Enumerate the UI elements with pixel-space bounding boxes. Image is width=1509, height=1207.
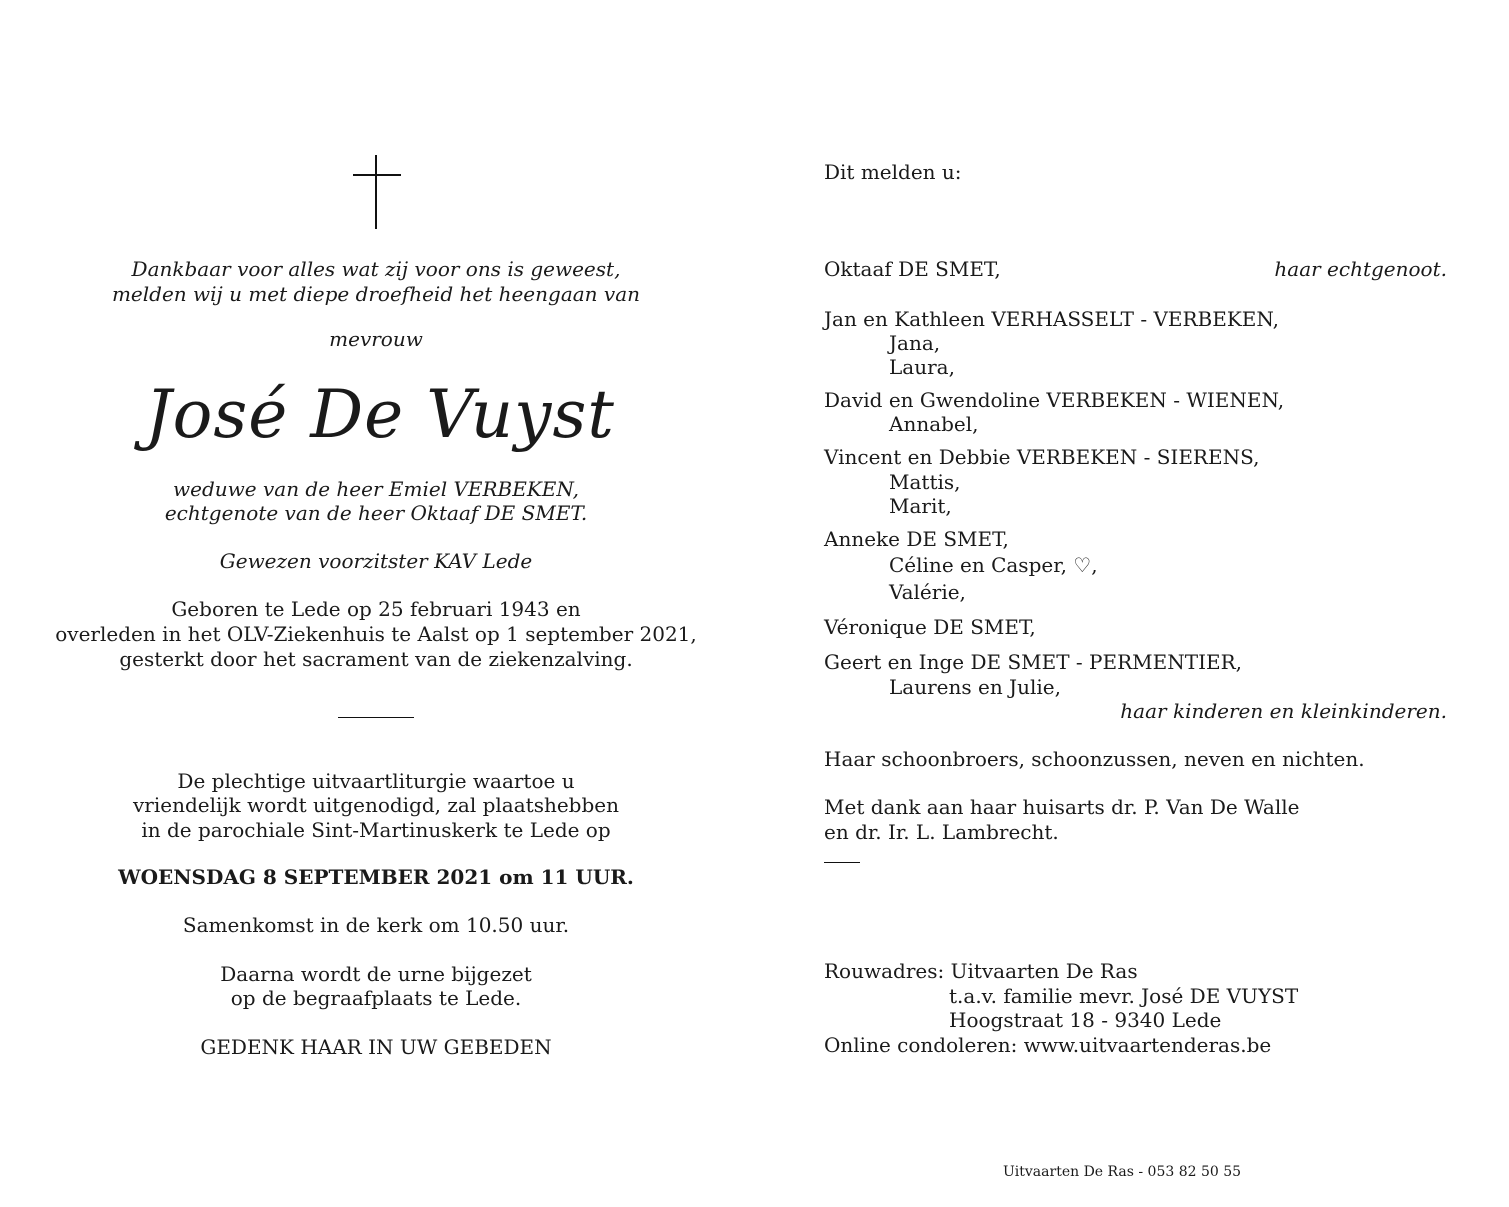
family-parents: Vincent en Debbie VERBEKEN - SIERENS,: [824, 445, 1260, 469]
cross-icon: [353, 155, 401, 229]
address-line-2: Hoogstraat 18 - 9340 Lede: [949, 1008, 1222, 1032]
deceased-name: José De Vuyst: [145, 376, 615, 453]
online-condolences: Online condoleren: www.uitvaartenderas.be: [824, 1033, 1272, 1057]
family-parents: Jan en Kathleen VERHASSELT - VERBEKEN,: [824, 307, 1279, 331]
footer-contact: Uitvaarten De Ras - 053 82 50 55: [1003, 1164, 1242, 1180]
urn-line-2: op de begraafplaats te Lede.: [230, 986, 522, 1010]
children-role: haar kinderen en kleinkinderen.: [1120, 699, 1447, 723]
birth-death-line-3: gesterkt door het sacrament van de ziekenzalving.: [119, 647, 633, 671]
family-child: Marit,: [889, 494, 952, 518]
family-child: Annabel,: [889, 412, 979, 436]
urn-line-1: Daarna wordt de urne bijgezet: [220, 962, 532, 986]
family-child: Laura,: [889, 355, 955, 379]
husband-name: Oktaaf DE SMET,: [824, 257, 1001, 281]
family-parents: David en Gwendoline VERBEKEN - WIENEN,: [824, 388, 1285, 412]
family-parents: Geert en Inge DE SMET - PERMENTIER,: [824, 650, 1242, 674]
family-child: Valérie,: [889, 580, 966, 604]
family-parents: Anneke DE SMET,: [824, 527, 1009, 551]
relatives-line: Haar schoonbroers, schoonzussen, neven en nichten.: [824, 747, 1365, 771]
invitation-line-2: vriendelijk wordt uitgenodigd, zal plaatshebben: [133, 793, 619, 817]
address-label: Rouwadres: Uitvaarten De Ras: [824, 959, 1138, 983]
right-divider: [824, 862, 860, 863]
intro-line-1: Dankbaar voor alles wat zij voor ons is geweest,: [131, 257, 621, 281]
family-child: Mattis,: [889, 470, 961, 494]
address-line-1: t.a.v. familie mevr. José DE VUYST: [949, 984, 1299, 1008]
thanks-line-2: en dr. Ir. L. Lambrecht.: [824, 820, 1059, 844]
thanks-line-1: Met dank aan haar huisarts dr. P. Van De Walle: [824, 795, 1300, 819]
announcement-header: Dit melden u:: [824, 160, 962, 184]
family-parents: Véronique DE SMET,: [824, 615, 1036, 639]
role-line: Gewezen voorzitster KAV Lede: [219, 549, 533, 573]
spouse-line-1: weduwe van de heer Emiel VERBEKEN,: [173, 477, 579, 501]
birth-death-line-1: Geboren te Lede op 25 februari 1943 en: [171, 597, 581, 621]
gathering-line: Samenkomst in de kerk om 10.50 uur.: [182, 913, 570, 937]
invitation-line-3: in de parochiale Sint-Martinuskerk te Lede op: [141, 818, 611, 842]
husband-role: haar echtgenoot.: [1274, 257, 1447, 281]
family-child: Laurens en Julie,: [889, 675, 1061, 699]
prayer-line: GEDENK HAAR IN UW GEBEDEN: [200, 1035, 552, 1059]
left-divider: [338, 717, 414, 718]
birth-death-line-2: overleden in het OLV-Ziekenhuis te Aalst op 1 september 2021,: [55, 622, 697, 646]
intro-line-2: melden wij u met diepe droefheid het heengaan van: [111, 282, 641, 306]
invitation-line-1: De plechtige uitvaartliturgie waartoe u: [177, 769, 575, 793]
title-word: mevrouw: [329, 327, 423, 351]
date-time: WOENSDAG 8 SEPTEMBER 2021 om 11 UUR.: [118, 865, 634, 889]
family-child: Céline en Casper, ♡,: [889, 553, 1098, 577]
spouse-line-2: echtgenote van de heer Oktaaf DE SMET.: [164, 501, 588, 525]
family-child: Jana,: [889, 331, 941, 355]
